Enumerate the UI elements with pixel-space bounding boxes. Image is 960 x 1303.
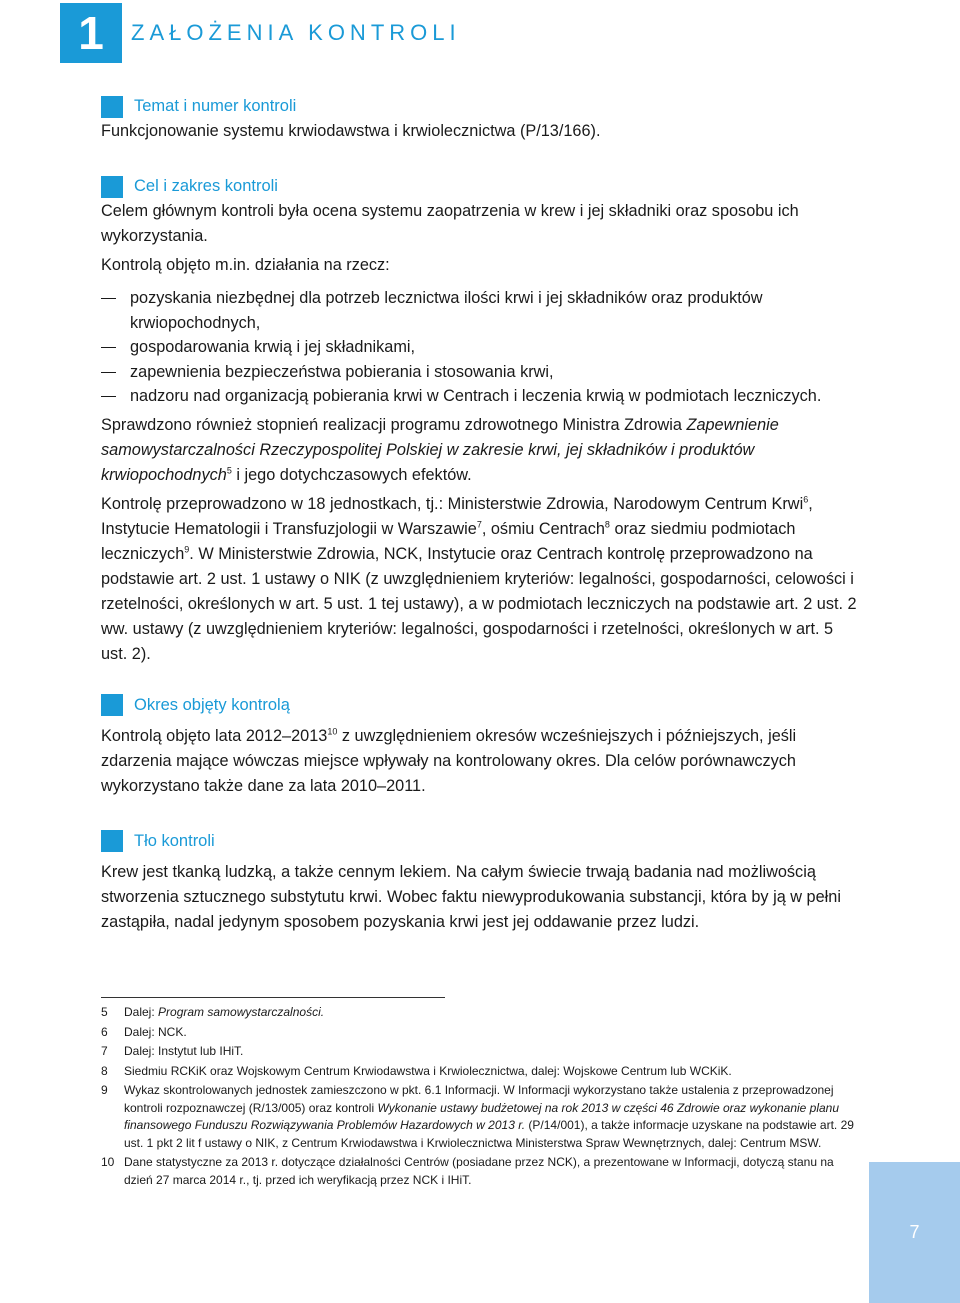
footnote-9: 9 Wykaz skontrolowanych jednostek zamieszczono w pkt. 6.1 Informacji. W Informacji wykorzystano także ustalenia z przeprowadzonej kontroli rozpoznawczej (R/13/005) oraz kontroli Wykonanie ustawy budżetowej na rok 2013 w części 46 Zdrowie oraz wykonanie planu finansowego Funduszu Rozwiązywania Problemów Hazardowych w 2013 r. (P/14/001), a także informacje uzyskane na podstawie art. 29 ust. 1 pkt 2 lit f ustawy o NIK, z Centrum Krwiodawstwa i Krwiolecznictwa Ministerstwa Spraw Wewnętrznych, dalej: Centrum MSW.	[101, 1083, 854, 1150]
section-square-icon	[101, 694, 123, 716]
section-square-icon	[101, 830, 123, 852]
footnote-7: 7 Dalej: Instytut lub IHiT.	[101, 1044, 244, 1058]
list-item: gospodarowania krwią i jej składnikami,	[101, 335, 861, 360]
section-heading-temat: Temat i numer kontroli	[101, 94, 861, 119]
cel-paragraph-1: Celem głównym kontroli była ocena systemu zaopatrzenia w krew i jej składniki oraz sposobu ich wykorzystania.	[101, 202, 799, 245]
section-heading-tlo: Tło kontroli	[101, 829, 861, 854]
cel-paragraph-2: Kontrolą objęto m.in. działania na rzecz:	[101, 256, 390, 274]
section-heading-okres: Okres objęty kontrolą	[101, 693, 861, 718]
temat-body: Funkcjonowanie systemu krwiodawstwa i krwiolecznictwa (P/13/166).	[101, 122, 601, 140]
footnote-8: 8 Siedmiu RCKiK oraz Wojskowym Centrum Krwiodawstwa i Krwiolecznictwa, dalej: Wojskowe Centrum lub WCKiK.	[101, 1063, 732, 1078]
section-heading-cel: Cel i zakres kontroli	[101, 174, 861, 199]
cel-dash-list	[101, 286, 861, 409]
footnote-10: 10 Dane statystyczne za 2013 r. dotyczące działalności Centrów (posiadane przez NCK), a prezentowane w Informacji, dotyczą stanu na dzień 27 marca 2014 r., tj. przed ich weryfikacją przez NCK i IHiT.	[101, 1155, 834, 1187]
footnotes	[101, 1004, 861, 1191]
chapter-number: 1	[78, 7, 104, 59]
list-item: pozyskania niezbędnej dla potrzeb lecznictwa ilości krwi i jej składników oraz produktów krwiopochodnych,	[101, 286, 861, 335]
list-item: nadzoru nad organizacją pobierania krwi w Centrach i leczenia krwią w podmiotach leczniczych.	[101, 384, 861, 409]
list-item: zapewnienia bezpieczeństwa pobierania i stosowania krwi,	[101, 360, 861, 385]
footnote-5: 5 Dalej: Program samowystarczalności.	[101, 1005, 325, 1019]
footnote-divider	[101, 997, 445, 998]
chapter-number-box	[60, 3, 122, 63]
tlo-body: Krew jest tkanką ludzką, a także cennym lekiem. Na całym świecie trwają badania nad możliwością stworzenia sztucznego substytutu krwi. Wobec faktu niewyprodukowania substancji, która by ją w pełni zastąpiła, nadal jedynym sposobem pozyskania krwi jest jej oddawanie przez ludzi.	[101, 862, 841, 931]
section-square-icon	[101, 176, 123, 198]
cel-paragraph-3: Sprawdzono również stopnień realizacji programu zdrowotnego Ministra Zdrowia Zapewnienie samowystarczalności Rzeczypospolitej Polskiej w zakresie krwi, jej składników i produktów krwiopochodnych$^5$ i jego dotychczasowych efektów.	[101, 415, 779, 484]
section-square-icon	[101, 96, 123, 118]
page-number-box	[869, 1162, 960, 1303]
okres-body: Kontrolą objęto lata 2012–2013$^{10}$ z uwzględnieniem okresów wcześniejszych i późniejszych, jeśli zdarzenia mające wówczas miejsce wpływały na kontrolowany okres. Dla celów porównawczych wykorzystano także dane za lata 2010–2011.	[101, 726, 797, 795]
main-content	[101, 94, 861, 935]
chapter-title: ZAŁOŻENIA KONTROLI	[131, 20, 461, 45]
page-number: 7	[909, 1222, 920, 1242]
cel-paragraph-4: Kontrolę przeprowadzono w 18 jednostkach, tj.: Ministerstwie Zdrowia, Narodowym Centrum Krwi$^6$, Instytucie Hematologii i Transfuzjologii w Warszawie$^7$, ośmiu Centrach$^8$ oraz siedmiu podmiotach leczniczych$^9$. W Ministerstwie Zdrowia, NCK, Instytucie oraz Centrach kontrolę przeprowadzono na podstawie art. 2 ust. 1 ustawy o NIK (z uwzględnieniem kryteriów: legalności, gospodarności, celowości i rzetelności, określonych w art. 5 ust. 1 tej ustawy), a w podmiotach leczniczych na podstawie art. 2 ust. 2 ww. ustawy (z uwzględnieniem kryteriów: legalności, gospodarności i rzetelności, określonych w art. 5 ust. 2).	[101, 494, 857, 663]
footnote-6: 6 Dalej: NCK.	[101, 1024, 187, 1039]
